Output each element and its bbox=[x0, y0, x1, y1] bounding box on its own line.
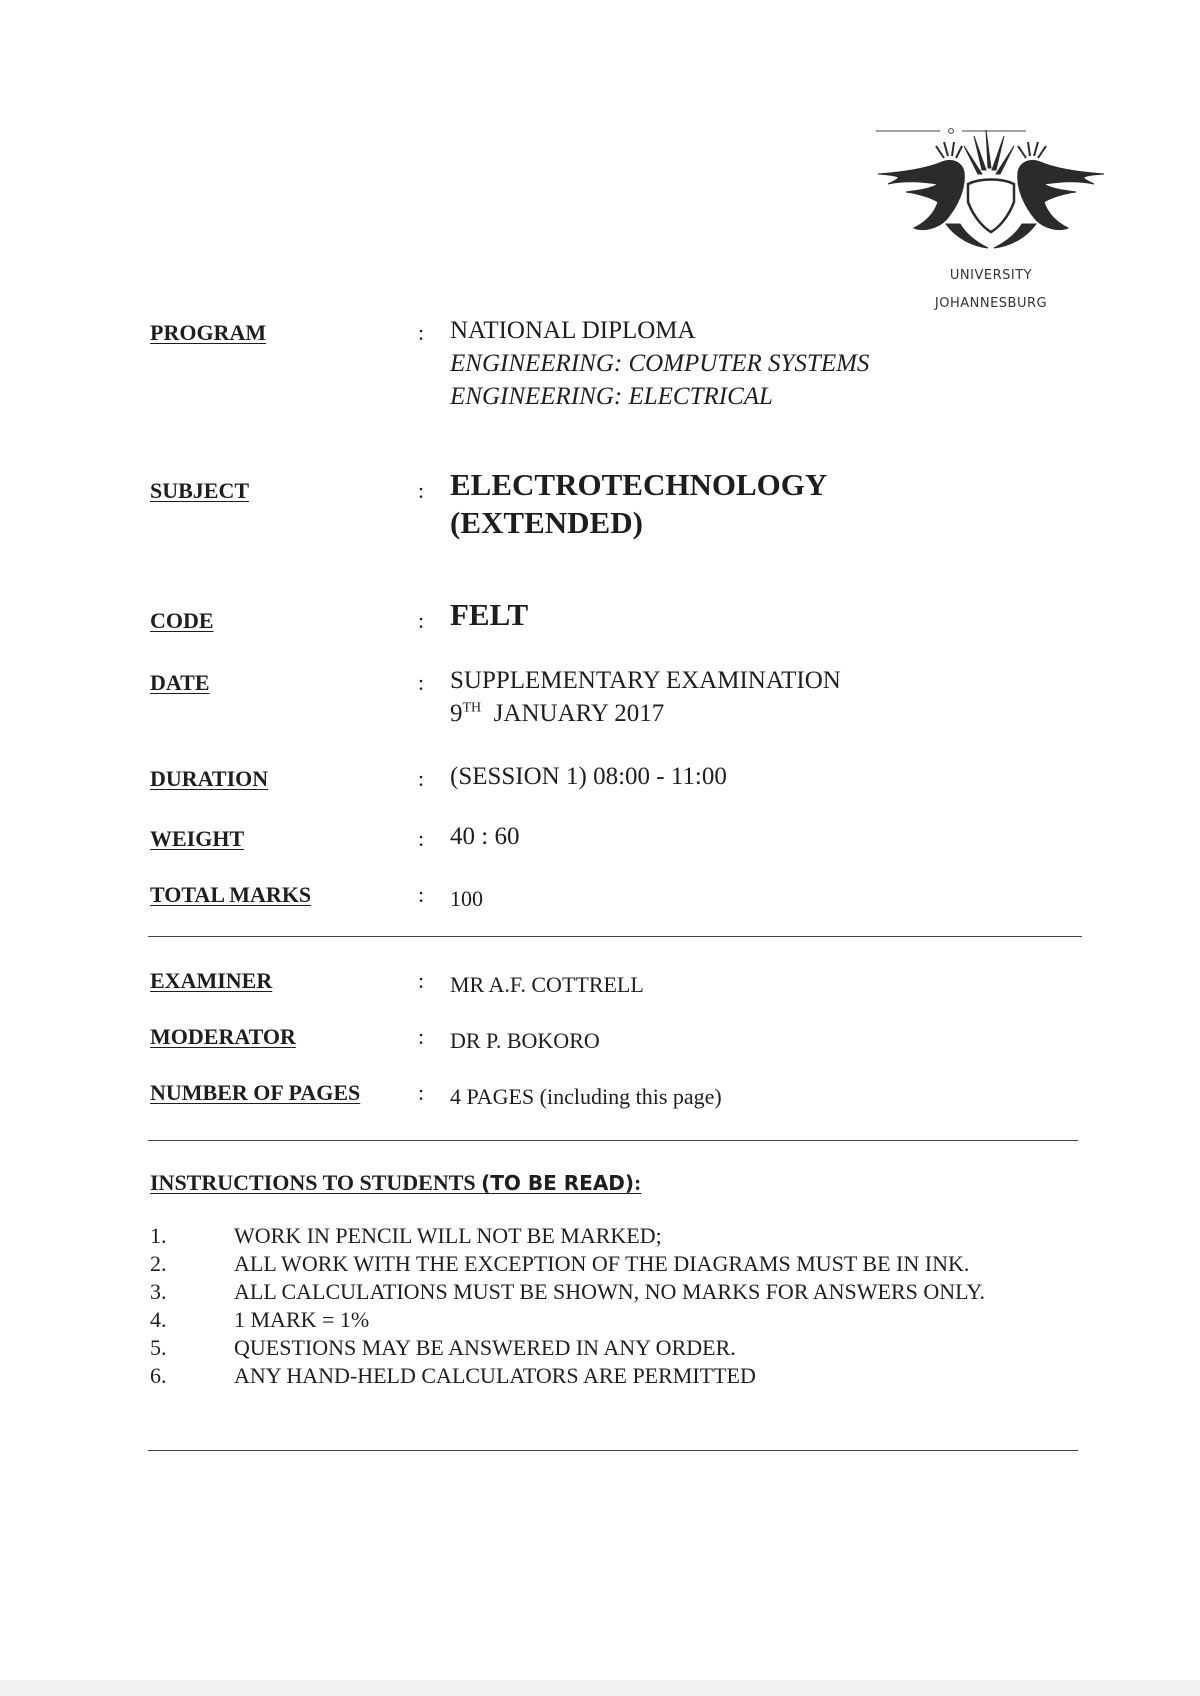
divider-bottom bbox=[148, 1450, 1078, 1451]
duration-value: (SESSION 1) 08:00 - 11:00 bbox=[450, 763, 727, 790]
program-line-3: ENGINEERING: ELECTRICAL bbox=[450, 383, 773, 410]
duration-colon: : bbox=[418, 766, 425, 791]
moderator-value: DR P. BOKORO bbox=[450, 1028, 600, 1053]
duration-label: DURATION bbox=[150, 766, 269, 791]
examiner-label: EXAMINER bbox=[150, 968, 273, 993]
examiner-colon: : bbox=[418, 968, 425, 993]
total-marks-value: 100 bbox=[450, 886, 483, 911]
code-label: CODE bbox=[150, 608, 214, 633]
instruction-text: ALL CALCULATIONS MUST BE SHOWN, NO MARKS FOR ANSWERS ONLY. bbox=[234, 1279, 985, 1304]
date-line-2 bbox=[450, 697, 841, 730]
moderator-colon: : bbox=[418, 1024, 425, 1049]
weight-value: 40 : 60 bbox=[450, 823, 520, 850]
logo-text-johannesburg: JOHANNESBURG bbox=[934, 296, 1048, 311]
examiner-value: MR A.F. COTTRELL bbox=[450, 972, 644, 997]
instruction-text: 1 MARK = 1% bbox=[234, 1307, 370, 1332]
instruction-number: 4. bbox=[150, 1307, 167, 1332]
program-line-1: NATIONAL DIPLOMA bbox=[450, 317, 696, 344]
date-day-suffix: TH bbox=[462, 700, 482, 716]
date-month-year: JANUARY 2017 bbox=[493, 700, 665, 727]
moderator-label: MODERATOR bbox=[150, 1024, 296, 1049]
instruction-text: ANY HAND-HELD CALCULATORS ARE PERMITTED bbox=[234, 1363, 756, 1388]
date-colon: : bbox=[418, 670, 425, 695]
subject-colon: : bbox=[418, 478, 425, 503]
date-day: 9 bbox=[450, 700, 463, 727]
instructions-heading-text: INSTRUCTIONS TO STUDENTS bbox=[150, 1170, 482, 1195]
instructions-heading-emphasis: (TO BE READ) bbox=[481, 1171, 635, 1195]
logo-text-university: UNIVERSITY bbox=[949, 268, 1033, 283]
date-line-1: SUPPLEMENTARY EXAMINATION bbox=[450, 667, 841, 694]
instruction-number: 6. bbox=[150, 1363, 167, 1388]
subject-label: SUBJECT bbox=[150, 478, 250, 503]
total-marks-colon: : bbox=[418, 882, 425, 907]
divider-middle bbox=[148, 1140, 1078, 1141]
instruction-number: 2. bbox=[150, 1251, 167, 1276]
pages-label: NUMBER OF PAGES bbox=[150, 1080, 361, 1105]
instruction-text: ALL WORK WITH THE EXCEPTION OF THE DIAGRAMS MUST BE IN INK. bbox=[234, 1251, 970, 1276]
program-label: PROGRAM bbox=[150, 320, 267, 345]
subject-line-1: ELECTROTECHNOLOGY bbox=[450, 467, 828, 502]
weight-colon: : bbox=[418, 826, 425, 851]
instruction-number: 3. bbox=[150, 1279, 167, 1304]
instruction-number: 1. bbox=[150, 1223, 167, 1248]
instruction-number: 5. bbox=[150, 1335, 167, 1360]
subject-value bbox=[450, 466, 827, 542]
total-marks-label: TOTAL MARKS bbox=[150, 882, 312, 907]
subject-line-2: (EXTENDED) bbox=[450, 505, 643, 540]
pages-value: 4 PAGES (including this page) bbox=[450, 1084, 722, 1109]
program-colon: : bbox=[418, 320, 425, 345]
university-logo bbox=[876, 128, 1106, 313]
program-value bbox=[450, 314, 869, 413]
program-line-2: ENGINEERING: COMPUTER SYSTEMS bbox=[450, 350, 870, 377]
date-label: DATE bbox=[150, 670, 210, 695]
instructions-heading bbox=[150, 1170, 641, 1196]
instructions-heading-colon: : bbox=[634, 1170, 642, 1195]
instruction-text: QUESTIONS MAY BE ANSWERED IN ANY ORDER. bbox=[234, 1335, 736, 1360]
pages-colon: : bbox=[418, 1080, 425, 1105]
scan-edge bbox=[0, 1680, 1200, 1696]
weight-label: WEIGHT bbox=[150, 826, 245, 851]
code-colon: : bbox=[418, 608, 425, 633]
twin-birds-emblem-icon bbox=[876, 128, 1106, 258]
logo-divider-icon bbox=[876, 128, 1026, 134]
divider-top bbox=[148, 936, 1082, 937]
instruction-text: WORK IN PENCIL WILL NOT BE MARKED; bbox=[234, 1223, 662, 1248]
date-value bbox=[450, 664, 841, 730]
code-value: FELT bbox=[450, 597, 529, 632]
